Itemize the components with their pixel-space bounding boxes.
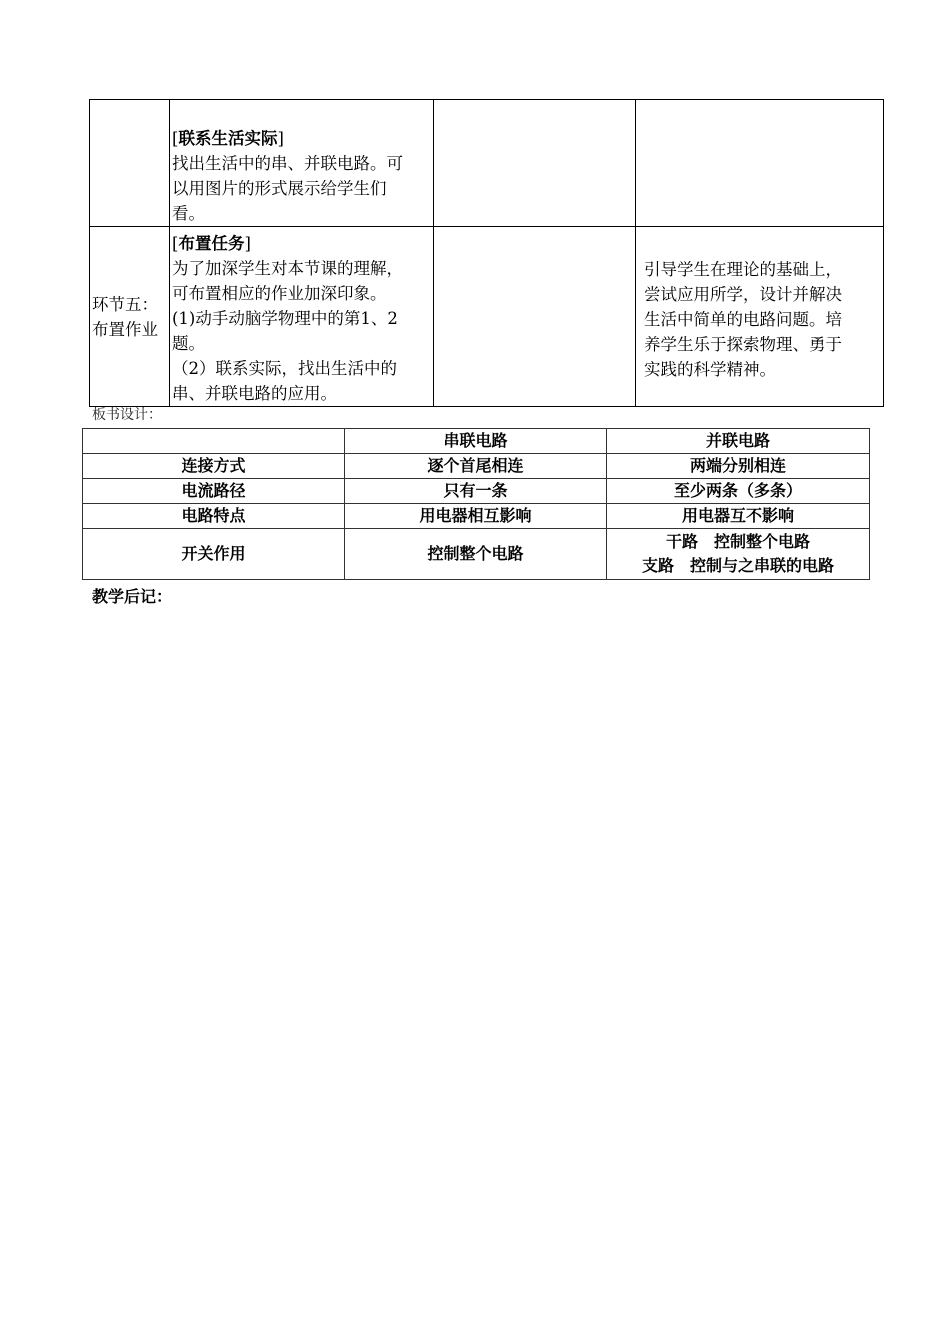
board-series-cell: 用电器相互影响 xyxy=(345,504,607,529)
stage-line: 布置作业 xyxy=(92,319,158,339)
board-header-parallel: 并联电路 xyxy=(607,429,870,454)
lesson-plan-table xyxy=(89,99,884,407)
parallel-line: 支路 控制与之串联的电路 xyxy=(641,556,834,575)
board-header-series: 串联电路 xyxy=(345,429,607,454)
design-intent-cell xyxy=(636,100,884,227)
board-parallel-cell: 至少两条（多条） xyxy=(607,479,870,504)
parallel-line: 干路 控制整个电路 xyxy=(665,532,810,551)
activity-line: （2）联系实际，找出生活中的 xyxy=(172,359,397,378)
board-row xyxy=(83,504,870,529)
design-intent-cell xyxy=(636,227,884,407)
intent-line: 养学生乐于探索物理、勇于 xyxy=(644,335,842,354)
board-row-label: 连接方式 xyxy=(83,454,345,479)
activity-tag: [联系生活实际] xyxy=(172,129,284,148)
board-parallel-cell: 两端分别相连 xyxy=(607,454,870,479)
activity-tag: [布置任务] xyxy=(172,234,251,253)
lesson-row-homework xyxy=(90,227,884,407)
board-row xyxy=(83,529,870,580)
activity-line: 找出生活中的串、并联电路。可 xyxy=(172,154,403,173)
board-design-table xyxy=(82,428,870,580)
activity-line: (1)动手动脑学物理中的第1、2 xyxy=(172,309,398,328)
intent-line: 生活中简单的电路问题。培 xyxy=(644,310,842,329)
activity-line: 串、并联电路的应用。 xyxy=(172,384,337,403)
board-header-blank xyxy=(83,429,345,454)
board-row-label: 电路特点 xyxy=(83,504,345,529)
intent-line: 引导学生在理论的基础上， xyxy=(644,260,842,279)
board-series-cell: 逐个首尾相连 xyxy=(345,454,607,479)
board-series-cell: 控制整个电路 xyxy=(345,529,607,580)
board-parallel-cell xyxy=(607,529,870,580)
activity-line: 看。 xyxy=(172,204,205,223)
student-activity-cell xyxy=(434,227,636,407)
stage-cell xyxy=(90,227,170,407)
lesson-row-life xyxy=(90,100,884,227)
teaching-postscript-label: 教学后记： xyxy=(92,587,173,606)
board-parallel-cell: 用电器互不影响 xyxy=(607,504,870,529)
activity-line: 可布置相应的作业加深印象。 xyxy=(172,284,387,303)
activity-cell xyxy=(170,227,434,407)
board-row-label: 电流路径 xyxy=(83,479,345,504)
activity-cell xyxy=(170,100,434,227)
board-row-label: 开关作用 xyxy=(83,529,345,580)
activity-line: 题。 xyxy=(172,334,205,353)
activity-line: 为了加深学生对本节课的理解， xyxy=(172,259,403,278)
board-design-label: 板书设计： xyxy=(92,407,162,423)
activity-line: 以用图片的形式展示给学生们 xyxy=(172,179,387,198)
intent-line: 实践的科学精神。 xyxy=(644,360,776,379)
intent-line: 尝试应用所学，设计并解决 xyxy=(644,285,842,304)
board-series-cell: 只有一条 xyxy=(345,479,607,504)
board-header-row xyxy=(83,429,870,454)
stage-cell xyxy=(90,100,170,227)
stage-line: 环节五： xyxy=(92,294,158,314)
student-activity-cell xyxy=(434,100,636,227)
board-row xyxy=(83,479,870,504)
board-row xyxy=(83,454,870,479)
